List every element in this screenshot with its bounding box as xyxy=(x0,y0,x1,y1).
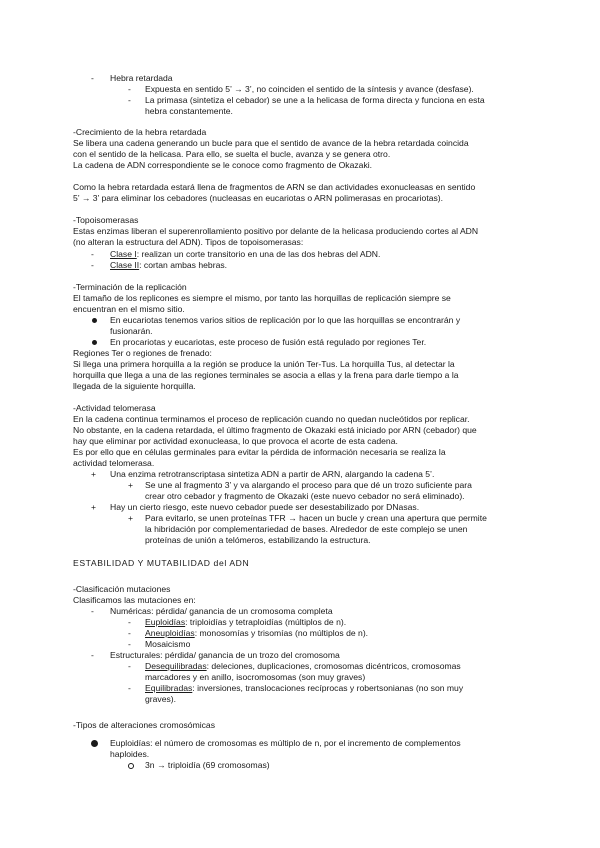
term-euploidias: Euploidías xyxy=(145,617,186,627)
list-dash: - xyxy=(128,617,131,627)
sub-item-tfr-cont2: proteínas de unión a telómeros, estabilizando la estructura. xyxy=(145,535,371,545)
definition-desequilibradas: : deleciones, duplicaciones, cromosomas dicéntricos, cromosomas xyxy=(206,661,461,671)
sub-item-desequilibradas xyxy=(145,661,461,672)
list-dash: - xyxy=(91,73,94,83)
list-dash: - xyxy=(91,606,94,616)
definition-clase-ii: : cortan ambas hebras. xyxy=(139,260,228,270)
paragraph-line: Clasificamos las mutaciones en: xyxy=(73,595,196,605)
list-item-estructurales: Estructurales: pérdida/ ganancia de un trozo del cromosoma xyxy=(110,650,340,660)
list-item-clase-ii xyxy=(110,260,227,271)
list-dash: - xyxy=(128,639,131,649)
plus-bullet-icon: + xyxy=(128,513,134,523)
sub-item-tfr-cont: la hibridación por complementariedad de bases. Alrededor de este complejo se unen xyxy=(145,524,468,534)
paragraph-line: encuentran en el mismo sitio. xyxy=(73,304,185,314)
paragraph-line: Estas enzimas liberan el superenrollamiento positivo por delante de la helicasa produciendo cortes al ADN xyxy=(73,226,479,236)
hollow-bullet-icon xyxy=(128,763,134,769)
paragraph-line: Se libera una cadena generando un bucle para que el sentido de avance de la hebra retardada coincida xyxy=(73,138,469,148)
section-title-terminacion: -Terminación de la replicación xyxy=(73,282,187,292)
sub-item-equilibradas-cont: graves). xyxy=(145,694,177,704)
term-desequilibradas: Desequilibradas xyxy=(145,661,207,671)
bullet-item-riesgo: Hay un cierto riesgo, este nuevo cebador puede ser desestabilizado por DNasas. xyxy=(110,502,420,512)
definition-euploidias: : triploidías y tetraploidías (múltiplos de n). xyxy=(185,617,347,627)
paragraph-line: El tamaño de los replicones es siempre el mismo, por tanto las horquillas de replicación siempre se xyxy=(73,293,451,303)
paragraph-line: La cadena de ADN correspondiente se le conoce como fragmento de Okazaki. xyxy=(73,160,373,170)
list-item-numericas: Numéricas: pérdida/ ganancia de un cromosoma completa xyxy=(110,606,333,616)
term-equilibradas: Equilibradas xyxy=(145,683,193,693)
list-dash: - xyxy=(91,249,94,259)
paragraph-line: actividad telomerasa. xyxy=(73,458,155,468)
paragraph-line: llegada de la siguiente horquilla. xyxy=(73,381,196,391)
main-heading: ESTABILIDAD Y MUTABILIDAD del ADN xyxy=(73,558,250,568)
section-title-clasificacion: -Clasificación mutaciones xyxy=(73,584,171,594)
plus-bullet-icon: + xyxy=(128,480,134,490)
definition-aneuploidias: : monosomías y trisomías (no múltiplos de n). xyxy=(194,628,369,638)
sub-item-tfr: Para evitarlo, se unen proteínas TFR → hacen un bucle y crean una apertura que permite xyxy=(145,513,487,523)
list-dash: - xyxy=(91,260,94,270)
term-clase-ii: Clase II xyxy=(110,260,140,270)
definition-equilibradas: : inversiones, translocaciones recíprocas y robertsonianas (no son muy xyxy=(192,683,464,693)
sub-item-fragmento-cont: crear otro cebador y fragmento de Okazaki (este nuevo cebador no será eliminado). xyxy=(145,491,465,501)
paragraph-line: con el sentido de la helicasa. Para ello, se suelta el bucle, avanza y se genera otro. xyxy=(73,149,391,159)
sub-item-primasa-cont: hebra constantemente. xyxy=(145,106,233,116)
plus-bullet-icon: + xyxy=(91,469,97,479)
section-title-topoisomerasas: -Topoisomerasas xyxy=(73,215,139,225)
section-title-crecimiento: -Crecimiento de la hebra retardada xyxy=(73,127,207,137)
list-dash: - xyxy=(128,628,131,638)
bullet-dot-icon xyxy=(92,318,97,323)
list-item-hebra-retardada: Hebra retardada xyxy=(110,73,173,83)
paragraph-line: hay que eliminar por actividad exonucleasa, lo que provoca el acorte de esta cadena. xyxy=(73,436,398,446)
bullet-dot-icon xyxy=(92,340,97,345)
sub-item-primasa: La primasa (sintetiza el cebador) se une a la helicasa de forma directa y funciona en esta xyxy=(145,95,485,105)
bullet-item-procariotas: En procariotas y eucariotas, este proceso de fusión está regulado por regiones Ter. xyxy=(110,337,427,347)
list-dash: - xyxy=(128,683,131,693)
list-dash: - xyxy=(128,84,131,94)
paragraph-line: Si llega una primera horquilla a la región se produce la unión Ter-Tus. La horquilla Tus, al detectar la xyxy=(73,359,455,369)
bullet-item-euploidias-cont: haploides. xyxy=(110,749,150,759)
sub-item-expuesta: Expuesta en sentido 5’ → 3’, no coinciden el sentido de la síntesis y avance (desfase). xyxy=(145,84,474,94)
list-dash: - xyxy=(128,95,131,105)
paragraph-line: (no alteran la estructura del ADN). Tipos de topoisomerasas: xyxy=(73,237,304,247)
bullet-item-retrotranscriptasa: Una enzima retrotranscriptasa sintetiza ADN a partir de ARN, alargando la cadena 5’. xyxy=(110,469,435,479)
paragraph-line: horquilla que llega a una de las regiones terminales se asocia a ellas y la frena para darle tiempo a la xyxy=(73,370,459,380)
sub-item-fragmento: Se une al fragmento 3’ y va alargando el proceso para que dé un trozo suficiente para xyxy=(145,480,472,490)
paragraph-line: Como la hebra retardada estará llena de fragmentos de ARN se dan actividades exonucleasas en sentido xyxy=(73,182,476,192)
list-dash: - xyxy=(128,661,131,671)
section-title-telomerasa: -Actividad telomerasa xyxy=(73,403,156,413)
paragraph-line: Es por ello que en células germinales para evitar la pérdida de información necesaria se realiza la xyxy=(73,447,446,457)
term-clase-i: Clase I xyxy=(110,249,137,259)
list-dash: - xyxy=(91,650,94,660)
term-aneuploidias: Aneuploidías xyxy=(145,628,195,638)
sub-item-equilibradas xyxy=(145,683,463,694)
sub-item-triploidia: 3n → triploidía (69 cromosomas) xyxy=(145,760,270,770)
sub-item-euploidias xyxy=(145,617,346,628)
bullet-item-eucariotas: En eucariotas tenemos varios sitios de replicación por lo que las horquillas se encontrarán y xyxy=(110,315,461,325)
paragraph-line: 5’ → 3’ para eliminar los cebadores (nucleasas en eucariotas o ARN polimerasas en procariotas). xyxy=(73,193,444,203)
sub-item-desequilibradas-cont: marcadores y en anillo, isocromosomas (son muy graves) xyxy=(145,672,366,682)
subheading-regiones-ter: Regiones Ter o regiones de frenado: xyxy=(73,348,212,358)
paragraph-line: En la cadena continua terminamos el proceso de replicación cuando no quedan nucleótidos por replicar. xyxy=(73,414,470,424)
paragraph-line: No obstante, en la cadena retardada, el último fragmento de Okazaki está iniciado por ARN (cebador) que xyxy=(73,425,477,435)
sub-item-mosaicismo: Mosaicismo xyxy=(145,639,191,649)
sub-item-aneuploidias xyxy=(145,628,368,639)
bullet-item-euploidias: Euploidías: el número de cromosomas es múltiplo de n, por el incremento de complementos xyxy=(110,738,461,748)
definition-clase-i: : realizan un corte transitorio en una de las dos hebras del ADN. xyxy=(136,249,381,259)
bullet-dot-icon xyxy=(91,740,98,747)
section-title-tipos: -Tipos de alteraciones cromosómicas xyxy=(73,720,216,730)
list-item-clase-i xyxy=(110,249,380,260)
plus-bullet-icon: + xyxy=(91,502,97,512)
bullet-item-eucariotas-cont: fusionarán. xyxy=(110,326,153,336)
